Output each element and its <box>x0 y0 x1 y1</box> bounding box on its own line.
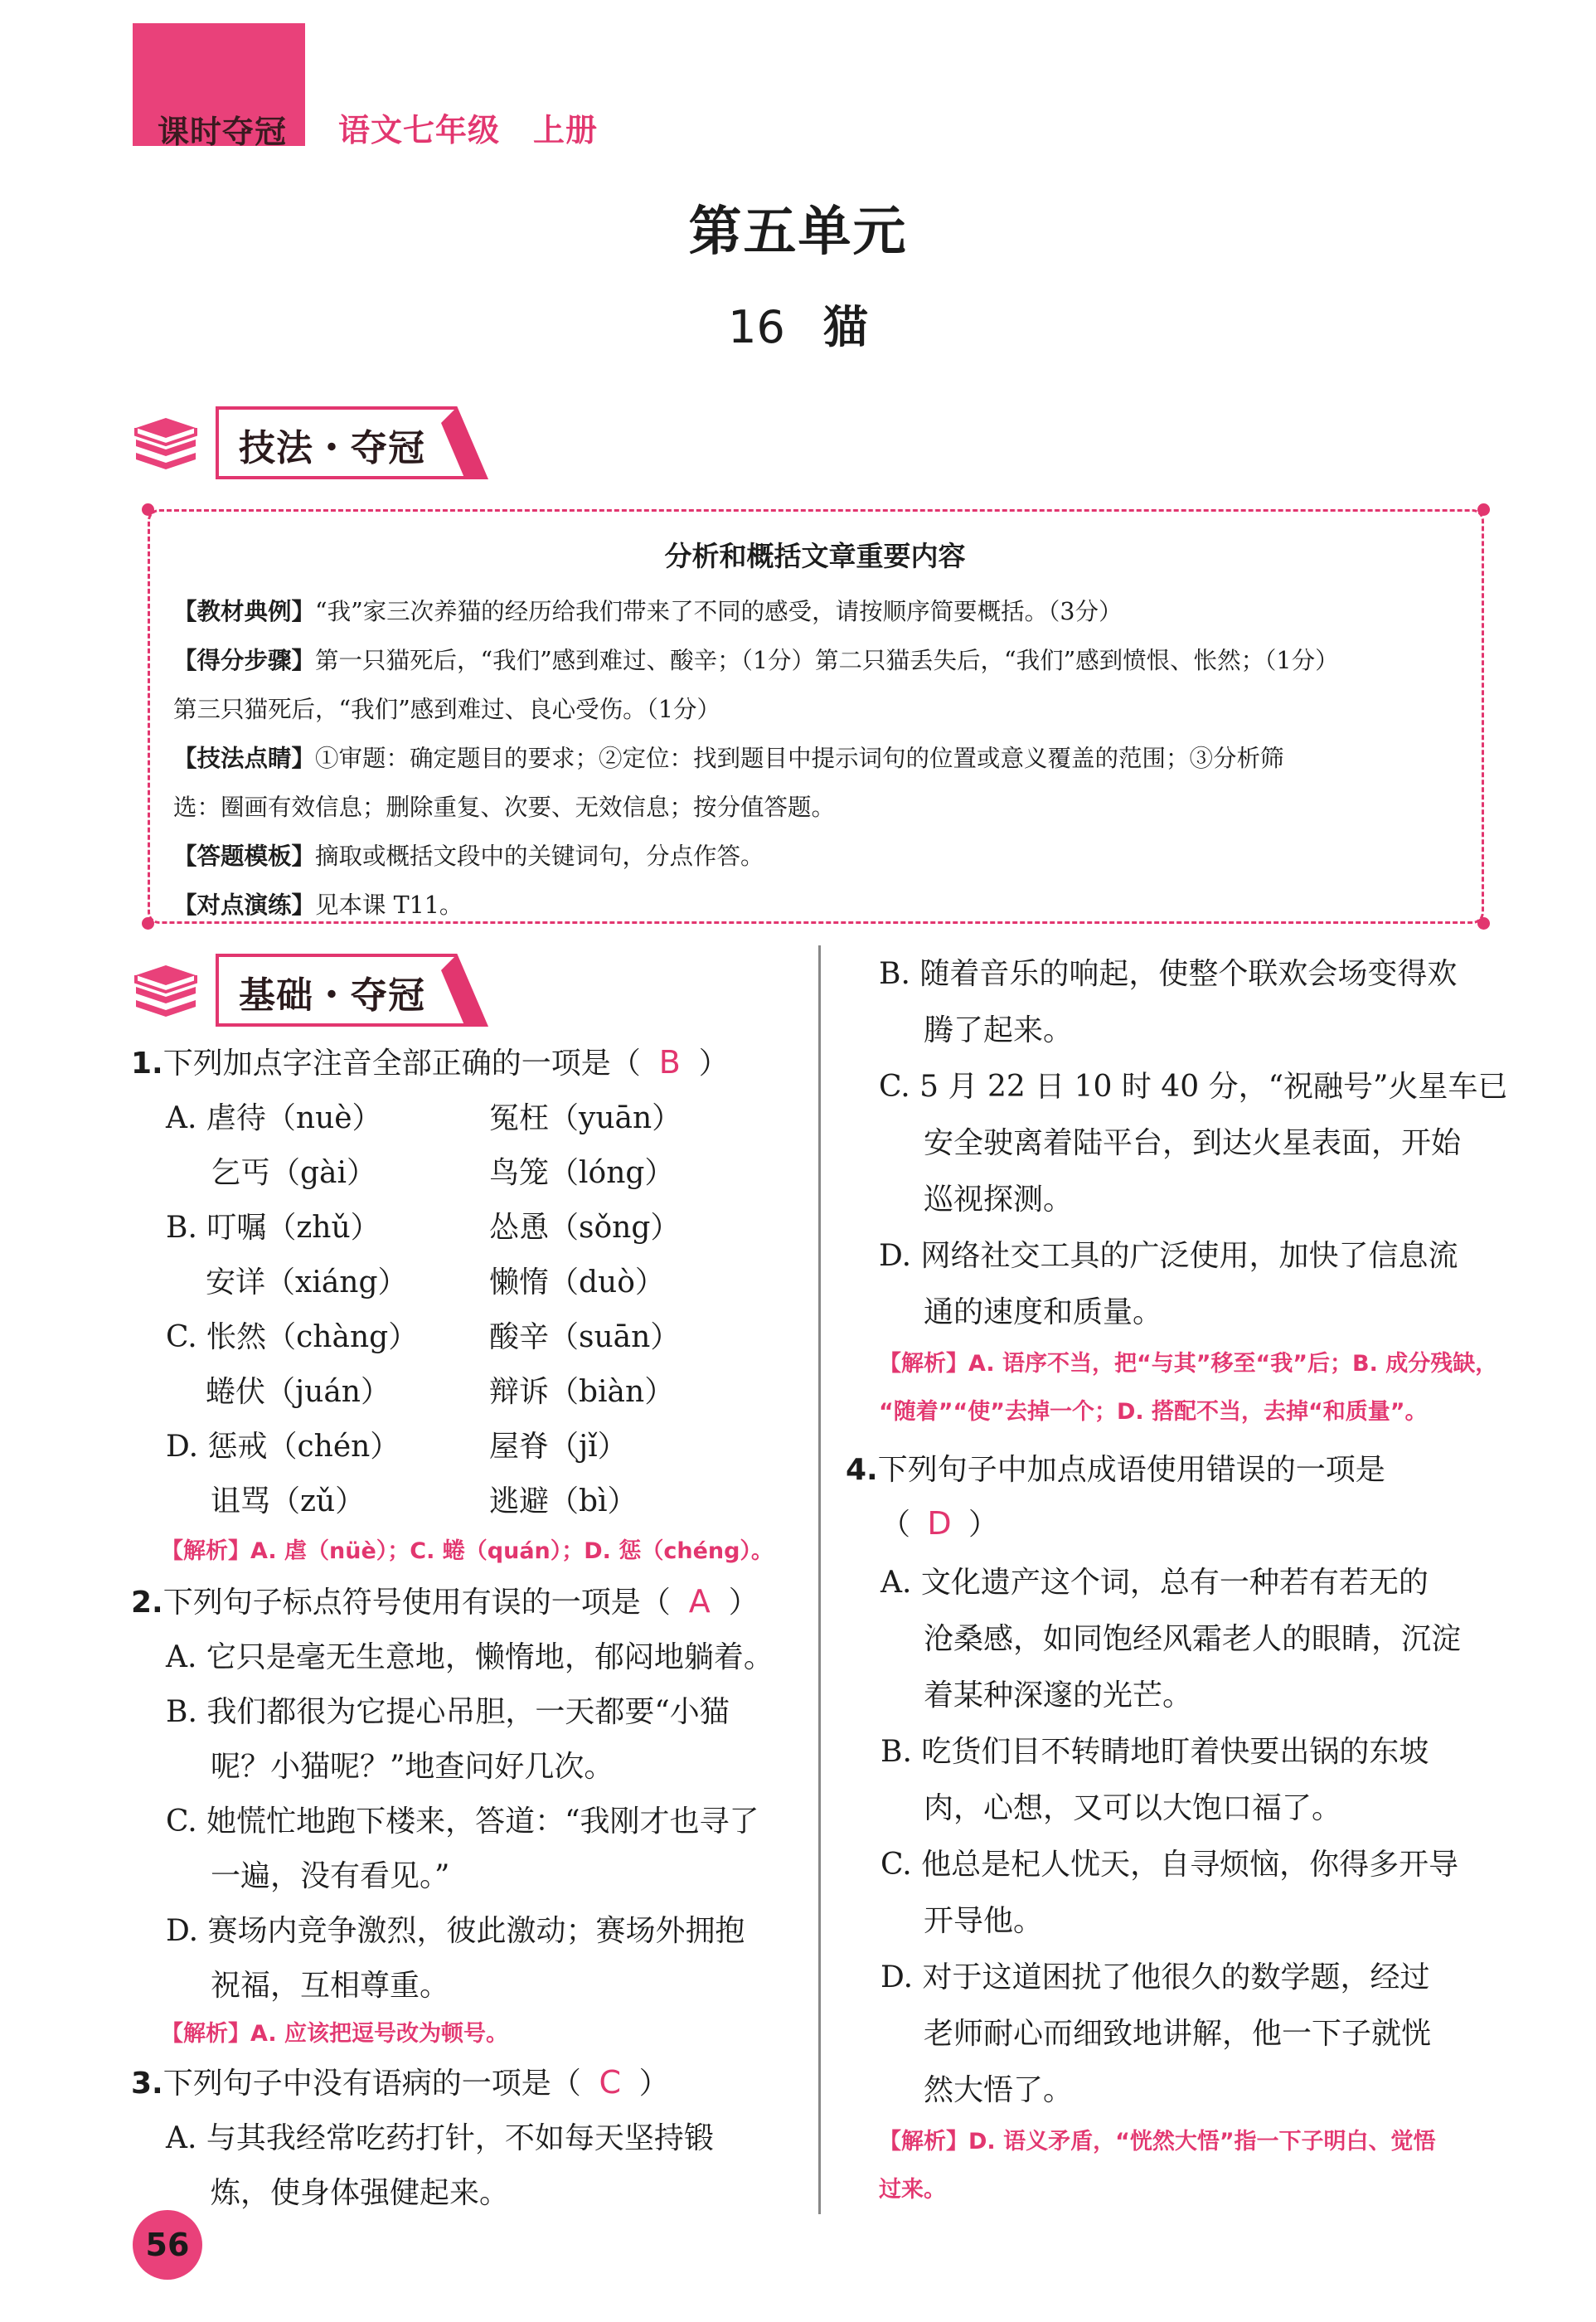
answer-mark: B <box>658 1044 681 1081</box>
option-line: 通的速度和质量。 <box>924 1295 1163 1329</box>
option-line: 呢？小猫呢？”地查问好几次。 <box>211 1750 614 1784</box>
question-number: 3. <box>131 2067 163 2101</box>
option-item: 诅骂（zǔ） <box>211 1484 366 1518</box>
option-item: B. 叮嘱（zhǔ） <box>166 1211 381 1245</box>
grade-label: 语文七年级 <box>338 112 501 148</box>
page-number: 56 <box>133 2210 202 2280</box>
method-tag: 【答题模板】 <box>173 843 316 870</box>
option-line: 巡视探测。 <box>924 1183 1074 1217</box>
option-line: D. 网络社交工具的广泛使用，加快了信息流 <box>879 1239 1458 1273</box>
method-text: 见本课 T11。 <box>315 891 463 919</box>
option-line: 肉，心想，又可以大饱口福了。 <box>924 1791 1342 1825</box>
question-3-stem <box>131 2060 669 2102</box>
method-text: 第三只猫死后，“我们”感到难过、良心受伤。（1分） <box>173 696 721 723</box>
option-line: A. 它只是毫无生意地，懒惰地，郁闷地躺着。 <box>166 1640 774 1674</box>
option-line: A. 与其我经常吃药打针，不如每天坚持锻 <box>166 2121 714 2155</box>
question-text: 下列句子中加点成语使用错误的一项是 <box>877 1453 1385 1487</box>
question-text: 下列句子标点符号使用有误的一项是（ <box>163 1586 671 1620</box>
question-2-stem <box>131 1579 759 1621</box>
question-close: ） <box>728 1586 759 1620</box>
analysis-note: “随着”“使”去掉一个；D. 搭配不当，去掉“和质量”。 <box>879 1399 1428 1425</box>
method-text: 第一只猫死后，“我们”感到难过、酸辛；（1分）第二只猫丢失后，“我们”感到愤恨、怅然；（1分） <box>315 647 1339 674</box>
option-line: C. 他总是杞人忧天，自寻烦恼，你得多开导 <box>880 1848 1459 1882</box>
option-line: 炼，使身体强健起来。 <box>211 2176 510 2210</box>
question-text: 下列加点字注音全部正确的一项是（ <box>163 1047 641 1081</box>
option-line: 沧桑感，如同饱经风霜老人的眼睛，沉淀 <box>924 1622 1462 1656</box>
method-tag: 【对点演练】 <box>173 891 316 919</box>
analysis-note: 【解析】A. 虐（nüè）；C. 蜷（quán）；D. 惩（chéng）。 <box>161 1538 774 1564</box>
question-close: ） <box>638 2067 669 2101</box>
option-item: 逃避（bì） <box>489 1484 638 1518</box>
method-title: 分析和概括文章重要内容 <box>664 540 966 572</box>
section-label-skill: 技法・夺冠 <box>239 427 425 469</box>
option-line: A. 文化遗产这个词，总有一种若有若无的 <box>880 1566 1429 1600</box>
analysis-note: 【解析】A. 语序不当，把“与其”移至“我”后；B. 成分残缺， <box>879 1351 1498 1377</box>
analysis-note: 过来。 <box>879 2177 946 2203</box>
option-line: 开导他。 <box>924 1904 1044 1938</box>
question-number: 4. <box>846 1453 878 1487</box>
option-line: 安全驶离着陆平台，到达火星表面，开始 <box>924 1126 1462 1160</box>
left-column <box>131 0 811 2322</box>
book-name: 课时夺冠 <box>158 114 288 150</box>
option-item: 安详（xiáng） <box>206 1265 408 1299</box>
question-number: 2. <box>131 1586 163 1620</box>
option-line: B. 我们都很为它提心吊胆，一天都要“小猫 <box>166 1695 730 1729</box>
option-line: 祝福，互相尊重。 <box>211 1969 450 2003</box>
question-close: ） <box>698 1047 729 1081</box>
option-item: C. 怅然（chàng） <box>166 1320 419 1354</box>
option-line: D. 赛场内竞争激烈，彼此激动；赛场外拥抱 <box>166 1914 745 1948</box>
option-line: 着某种深邃的光芒。 <box>924 1678 1193 1712</box>
question-text: 下列句子中没有语病的一项是（ <box>163 2067 581 2101</box>
method-text: ①审题：确定题目的要求；②定位：找到题目中提示词句的位置或意义覆盖的范围；③分析筛 <box>315 745 1284 772</box>
lesson-name: 猫 <box>822 301 868 353</box>
section-label-basic: 基础・夺冠 <box>239 974 425 1017</box>
question-4-answer <box>880 1501 998 1543</box>
right-column <box>837 0 1517 2322</box>
option-item: 辩诉（biàn） <box>489 1375 675 1409</box>
option-item: 鸟笼（lóng） <box>489 1156 675 1190</box>
option-line: C. 她慌忙地跑下楼来，答道：“我刚才也寻了 <box>166 1805 759 1839</box>
unit-title: 第五单元 <box>688 202 908 263</box>
option-line: 老师耐心而细致地讲解，他一下子就恍 <box>924 2017 1432 2051</box>
option-item: 冤枉（yuān） <box>489 1101 682 1135</box>
option-item: 蜷伏（juán） <box>206 1375 391 1409</box>
method-text: “我”家三次养猫的经历给我们带来了不同的感受，请按顺序简要概括。（3分） <box>315 598 1123 625</box>
question-close: ） <box>968 1508 999 1542</box>
question-open: （ <box>880 1508 911 1542</box>
question-number: 1. <box>131 1047 163 1081</box>
option-line: B. 吃货们目不转睛地盯着快要出锅的东坡 <box>880 1735 1429 1769</box>
option-line: B. 随着音乐的响起，使整个联欢会场变得欢 <box>879 957 1458 991</box>
answer-mark: A <box>688 1583 711 1620</box>
lesson-number: 16 <box>728 301 785 353</box>
volume-label: 上册 <box>533 112 599 148</box>
answer-mark: C <box>599 2064 622 2101</box>
option-line: D. 对于这道困扰了他很久的数学题，经过 <box>880 1960 1430 1994</box>
analysis-note: 【解析】D. 语义矛盾，“恍然大悟”指一下子明白、觉悟 <box>879 2129 1436 2154</box>
method-text: 选：圈画有效信息；删除重复、次要、无效信息；按分值答题。 <box>173 794 836 821</box>
option-item: 懒惰（duò） <box>489 1265 665 1299</box>
question-1-stem <box>131 1040 729 1082</box>
column-divider <box>818 945 821 2214</box>
answer-mark: D <box>927 1505 952 1542</box>
option-item: 酸辛（suān） <box>489 1320 681 1354</box>
method-tag: 【得分步骤】 <box>173 647 316 674</box>
option-line: C. 5 月 22 日 10 时 40 分，“祝融号”火星车已 <box>879 1070 1508 1104</box>
method-tag: 【技法点睛】 <box>173 745 316 772</box>
option-item: A. 虐待（nuè） <box>166 1101 382 1135</box>
method-tag: 【教材典例】 <box>173 598 316 625</box>
method-text: 摘取或概括文段中的关键词句，分点作答。 <box>315 843 764 870</box>
option-item: 屋脊（jǐ） <box>489 1430 628 1464</box>
question-4-stem <box>846 1446 1385 1489</box>
analysis-note: 【解析】A. 应该把逗号改为顿号。 <box>161 2021 509 2047</box>
option-line: 一遍，没有看见。” <box>211 1859 450 1893</box>
option-item: D. 惩戒（chén） <box>166 1430 400 1464</box>
option-item: 乞丐（gài） <box>211 1156 377 1190</box>
option-item: 怂恿（sǒng） <box>489 1211 681 1245</box>
option-line: 然大悟了。 <box>924 2073 1074 2107</box>
option-line: 腾了起来。 <box>924 1013 1074 1047</box>
